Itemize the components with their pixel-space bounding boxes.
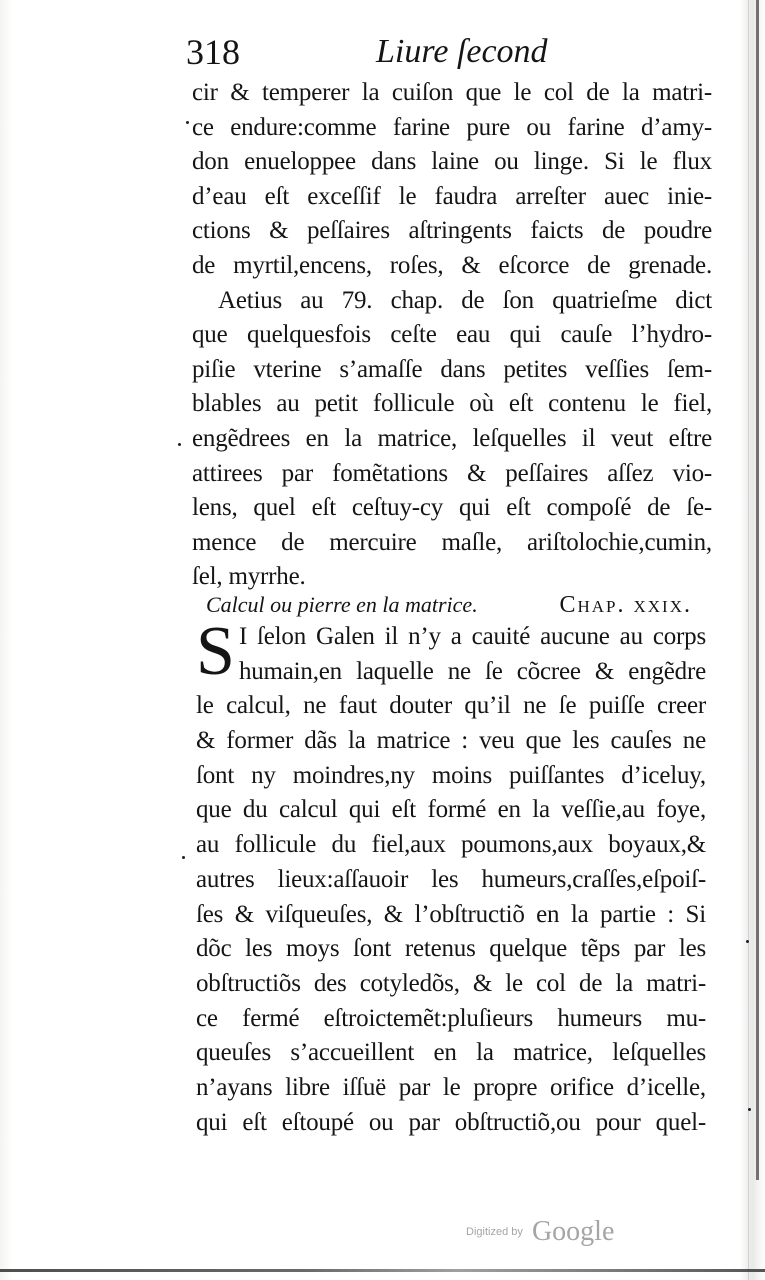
text-line: que du calcul qui eſt formé en la veſſie,au foye, bbox=[196, 796, 706, 824]
text-line: ſes & viſqueuſes, & l’obſtructiõ en la partie : Si bbox=[196, 900, 706, 928]
text-line: mence de mercuire maſle, ariſtolochie,cumin, bbox=[192, 528, 712, 556]
page-edge-shadow bbox=[756, 0, 759, 1180]
text-line: de myrtil,encens, roſes, & eſcorce de grenade. bbox=[192, 251, 712, 279]
text-line: dõc les moys ſont retenus quelque tẽps par les bbox=[196, 935, 706, 963]
text-line: ſont ny moindres,ny moins puiſſantes d’iceluy, bbox=[196, 761, 706, 789]
text-line: attirees par fomẽtations & peſſaires aſſez vio- bbox=[192, 459, 712, 487]
chapter-title: Calcul ou pierre en la matrice. bbox=[206, 592, 478, 617]
text-line: obſtructiõs des cotyledõs, & le col de la matri- bbox=[196, 969, 706, 997]
text-line: engẽdrees en la matrice, leſquelles il veut eſtre bbox=[192, 424, 712, 452]
text-line: ce fermé eſtroictemẽt:pluſieurs humeurs mu- bbox=[196, 1004, 706, 1032]
running-head-title: Liure ſecond bbox=[376, 33, 548, 70]
page-edge-line bbox=[748, 0, 749, 1280]
running-head bbox=[186, 32, 706, 72]
ink-speck bbox=[182, 856, 185, 859]
digitized-by-google-watermark bbox=[466, 1216, 626, 1252]
text-line: d’eau eſt exceſſif le faudra arreſter auec inie- bbox=[192, 182, 712, 210]
chapter-heading bbox=[206, 587, 692, 623]
text-line: ctions & peſſaires aſtringents faicts de poudre bbox=[192, 217, 712, 245]
text-line: Aetius au 79. chap. de ſon quatrieſme dict bbox=[218, 286, 712, 314]
text-line: ſel, myrrhe. bbox=[192, 563, 306, 591]
text-line: que quelquesfois ceſte eau qui cauſe l’hydro- bbox=[192, 321, 712, 349]
text-line: blables au petit follicule où eſt contenu le fiel, bbox=[192, 390, 712, 418]
continued-text bbox=[192, 76, 712, 595]
text-line: piſie vterine s’amaſſe dans petites veſſies ſem- bbox=[192, 355, 712, 383]
text-line: n’ayans libre iſſuë par le propre orifice d’icelle, bbox=[196, 1073, 706, 1101]
text-line: au follicule du fiel,aux poumons,aux boyaux,& bbox=[196, 831, 706, 859]
text-line: queuſes s’accueillent en la matrice, leſquelles bbox=[196, 1039, 706, 1067]
text-line: & former dãs la matrice : veu que les cauſes ne bbox=[196, 727, 706, 755]
ink-speck bbox=[746, 940, 749, 943]
drop-cap: S bbox=[196, 613, 235, 690]
text-line: ce endure:comme farine pure ou farine d’amy- bbox=[192, 113, 712, 141]
chapter-number: Chap. xxix. bbox=[559, 592, 692, 618]
text-line: le calcul, ne faut douter qu’il ne ſe puiſſe creer bbox=[196, 692, 706, 720]
ink-speck bbox=[748, 1108, 751, 1111]
watermark-caption: Digitized by bbox=[466, 1226, 523, 1238]
bottom-scan-edge bbox=[0, 1269, 765, 1272]
text-line: don enueloppee dans laine ou linge. Si le flux bbox=[192, 148, 712, 176]
ink-speck bbox=[178, 443, 181, 446]
text-line: cir & temperer la cuiſon que le col de la matri- bbox=[192, 79, 712, 106]
page-number: 318 bbox=[186, 32, 240, 72]
text-line: autres lieux:aſſauoir les humeurs,craſſes,eſpoiſ- bbox=[196, 865, 706, 893]
paragraph bbox=[192, 284, 712, 595]
paragraph bbox=[192, 76, 712, 284]
text-line: I ſelon Galen il n’y a cauité aucune au corps bbox=[238, 623, 706, 650]
chapter-text bbox=[196, 613, 706, 1140]
ink-speck bbox=[186, 121, 189, 124]
text-line: qui eſt eſtoupé ou par obſtructiõ,ou pour quel- bbox=[196, 1108, 706, 1136]
google-logo: Google bbox=[531, 1216, 615, 1247]
text-line: humain,en laquelle ne ſe cõcree & engẽdre bbox=[238, 657, 706, 685]
text-line: lens, quel eſt ceſtuy-cy qui eſt compoſé de ſe- bbox=[192, 494, 712, 522]
